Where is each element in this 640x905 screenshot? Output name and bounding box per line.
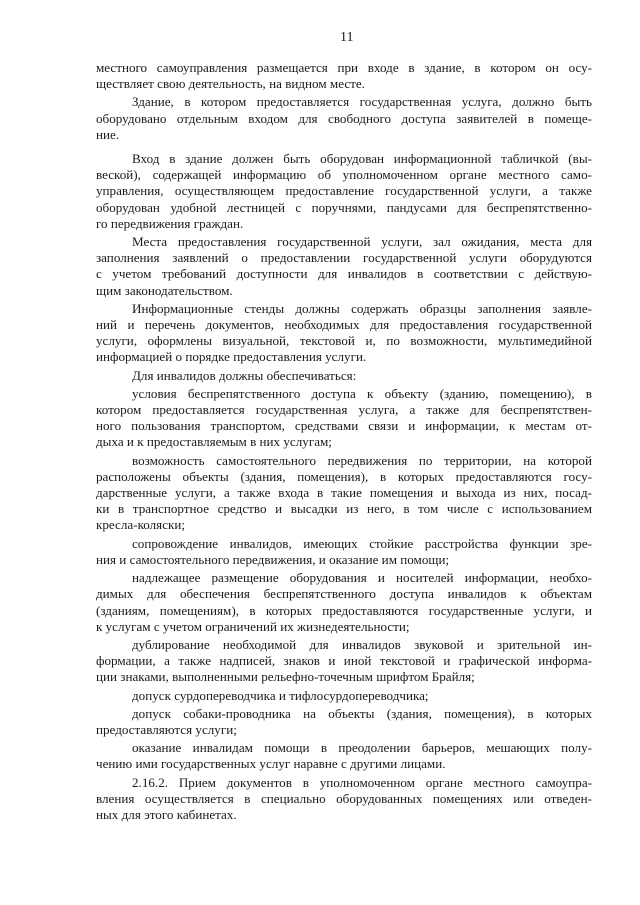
- text-line: Вход в здание должен быть оборудован информационной табличкой (вы-: [132, 151, 592, 167]
- text-line: управления, осуществляющем предоставление государственной услуги, а также: [96, 183, 592, 199]
- text-line: ществляет свою деятельность, на видном месте.: [96, 76, 365, 92]
- text-line: предоставляются услуги;: [96, 721, 237, 737]
- paragraph: [96, 740, 592, 772]
- paragraph: [96, 570, 592, 635]
- text-line: надлежащее размещение оборудования и носителей информации, необхо-: [132, 570, 592, 586]
- text-line: допуск сурдопереводчика и тифлосурдопереводчика;: [132, 687, 429, 703]
- text-line: (зданиям, помещениям), в которых предоставляются государственные услуги, и: [96, 602, 592, 618]
- text-line: чению ими государственных услуг наравне с другими лицами.: [96, 756, 446, 772]
- text-line: дарственные услуги, а также входа в такие помещения и выхода из них, посад-: [96, 485, 592, 501]
- text-line: ции знаками, выполненными рельефно-точечным шрифтом Брайля;: [96, 669, 475, 685]
- text-line: услуги, оформлены визуальной, текстовой и, по возможности, мультимедийной: [96, 333, 592, 349]
- text-line: возможность самостоятельного передвижения по территории, на которой: [132, 452, 592, 468]
- paragraph: [96, 301, 592, 366]
- text-line: формации, а также надписей, знаков и иной текстовой и графической информа-: [96, 653, 592, 669]
- text-line: вления осуществляется в специально оборудованных помещениях или отведен-: [96, 790, 592, 806]
- text-line: кресла-коляски;: [96, 517, 186, 533]
- text-line: сопровождение инвалидов, имеющих стойкие расстройства функции зре-: [132, 535, 592, 551]
- paragraph: [96, 386, 592, 451]
- text-line: с учетом требований доступности для инвалидов в соответствии с действую-: [96, 266, 592, 282]
- page-number: 11: [340, 30, 354, 45]
- text-line: ния и самостоятельного передвижения, и оказание им помощи;: [96, 551, 450, 567]
- text-line: ки в транспортное средство и высадки из него, в том числе с использованием: [96, 501, 592, 517]
- paragraph: [96, 60, 592, 92]
- text-line: местного самоуправления размещается при входе в здание, в котором он осу-: [96, 60, 592, 75]
- text-line: расположены объекты (здания, помещения), в которых предоставляются госу-: [96, 468, 592, 484]
- paragraph: [96, 637, 592, 686]
- text-line: дублирование необходимой для инвалидов звуковой и зрительной ин-: [132, 636, 592, 652]
- document-body: [96, 60, 592, 825]
- paragraph: [96, 775, 592, 824]
- text-line: оказание инвалидам помощи в преодолении барьеров, мешающих полу-: [132, 740, 592, 756]
- paragraph: [96, 94, 592, 143]
- text-line: димых для обеспечения беспрепятственного доступа инвалидов к объектам: [96, 586, 592, 602]
- text-line: ние.: [96, 126, 120, 142]
- text-line: Информационные стенды должны содержать образцы заполнения заявле-: [132, 300, 592, 316]
- text-line: котором предоставляется государственная услуга, а также для беспрепятствен-: [96, 402, 592, 418]
- text-line: к услугам с учетом ограничений их жизнедеятельности;: [96, 618, 410, 634]
- paragraph: [96, 234, 592, 299]
- text-line: го передвижения граждан.: [96, 215, 244, 231]
- text-line: дыха и к предоставляемым в них услугам;: [96, 434, 332, 450]
- text-line: Здание, в котором предоставляется государственная услуга, должно быть: [132, 94, 592, 110]
- paragraph: [96, 536, 592, 568]
- text-line: информацией о порядке предоставления услуги.: [96, 349, 367, 365]
- paragraph: [96, 706, 592, 738]
- paragraph: [96, 688, 592, 704]
- text-line: оборудовано отдельным входом для свободного доступа заявителей в помеще-: [96, 110, 592, 126]
- text-line: ного пользования транспортом, средствами связи и информации, к местам от-: [96, 418, 592, 434]
- text-line: 2.16.2. Прием документов в уполномоченном органе местного самоупра-: [132, 774, 592, 790]
- text-line: условия беспрепятственного доступа к объекту (зданию, помещению), в: [132, 385, 592, 401]
- paragraph: [96, 453, 592, 534]
- text-line: оборудован удобной лестницей с поручнями, пандусами для беспрепятственно-: [96, 199, 592, 215]
- text-line: заполнения заявлений о предоставлении государственной услуги оборудуются: [96, 250, 592, 266]
- text-line: веской), содержащей информацию об уполномоченном органе местного само-: [96, 167, 592, 183]
- text-line: щим законодательством.: [96, 282, 233, 298]
- paragraph: [96, 368, 592, 384]
- text-line: Для инвалидов должны обеспечиваться:: [132, 367, 357, 383]
- text-line: Места предоставления государственной услуги, зал ожидания, места для: [132, 234, 592, 250]
- text-line: допуск собаки-проводника на объекты (здания, помещения), в которых: [132, 705, 592, 721]
- paragraph: [96, 151, 592, 232]
- text-line: ний и перечень документов, необходимых для предоставления государственной: [96, 317, 592, 333]
- text-line: ных для этого кабинетах.: [96, 806, 237, 822]
